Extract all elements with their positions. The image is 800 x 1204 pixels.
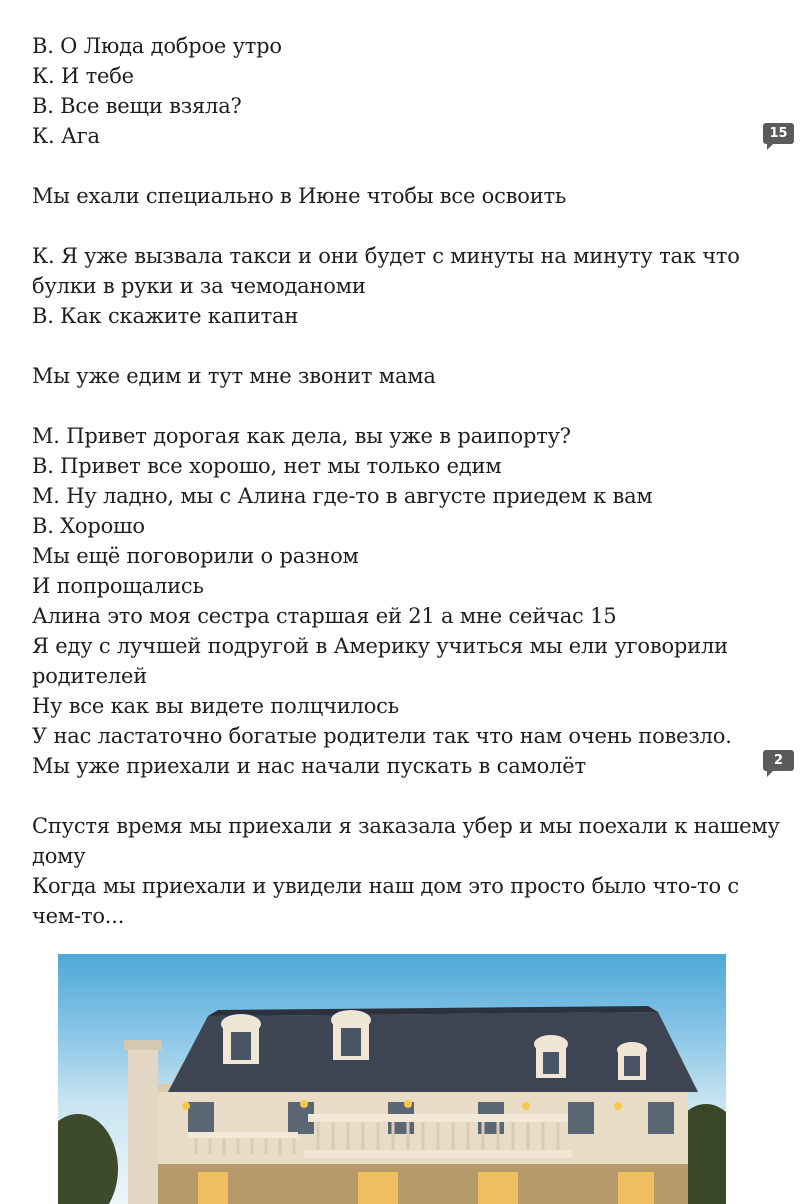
- story-line: В. Как скажите капитан: [32, 304, 299, 328]
- comment-count-badge[interactable]: 2: [763, 750, 794, 771]
- story-line: Мы уже приехали и нас начали пускать в самолёт: [32, 754, 586, 778]
- story-line: чем-то...: [32, 904, 125, 928]
- story-line: родителей: [32, 664, 148, 688]
- story-line: И попрощались: [32, 574, 204, 598]
- story-line: В. Хорошо: [32, 514, 145, 538]
- story-text: [32, 31, 780, 931]
- story-line: дому: [32, 844, 86, 868]
- paragraph-gap: [32, 391, 762, 421]
- house-photo-icon: [58, 954, 726, 1204]
- story-line: В. Привет все хорошо, нет мы только едим: [32, 454, 502, 478]
- house-photo: [58, 954, 726, 1204]
- story-line: М. Ну ладно, мы с Алина где-то в августе приедем к вам: [32, 484, 653, 508]
- story-line: М. Привет дорогая как дела, вы уже в раипорту?: [32, 424, 571, 448]
- story-line: К. И тебе: [32, 64, 134, 88]
- story-line: булки в руки и за чемоданоми: [32, 274, 366, 298]
- paragraph-gap: [32, 211, 762, 241]
- paragraph-gap: [32, 151, 762, 181]
- story-line: Когда мы приехали и увидели наш дом это просто было что-то с: [32, 874, 739, 898]
- story-line: К. Я уже вызвала такси и они будет с минуты на минуту так что: [32, 244, 740, 268]
- paragraph-gap: [32, 781, 762, 811]
- paragraph-gap: [32, 331, 762, 361]
- story-line: Мы ехали специально в Июне чтобы все освоить: [32, 184, 567, 208]
- story-line: У нас ластаточно богатые родители так что нам очень повезло.: [32, 724, 732, 748]
- story-line: Мы уже едим и тут мне звонит мама: [32, 364, 436, 388]
- story-line: Ну все как вы видете полцчилось: [32, 694, 399, 718]
- story-line: В. Все вещи взяла?: [32, 94, 242, 118]
- story-line: Спустя время мы приехали я заказала убер и мы поехали к нашему: [32, 814, 780, 838]
- story-line: Алина это моя сестра старшая ей 21 а мне сейчас 15: [32, 604, 617, 628]
- story-line: К. Ага: [32, 124, 100, 148]
- comment-count-badge[interactable]: 15: [763, 123, 794, 144]
- story-line: Мы ещё поговорили о разном: [32, 544, 359, 568]
- story-line: В. О Люда доброе утро: [32, 34, 282, 58]
- story-line: Я еду с лучшей подругой в Америку учиться мы ели уговорили: [32, 634, 728, 658]
